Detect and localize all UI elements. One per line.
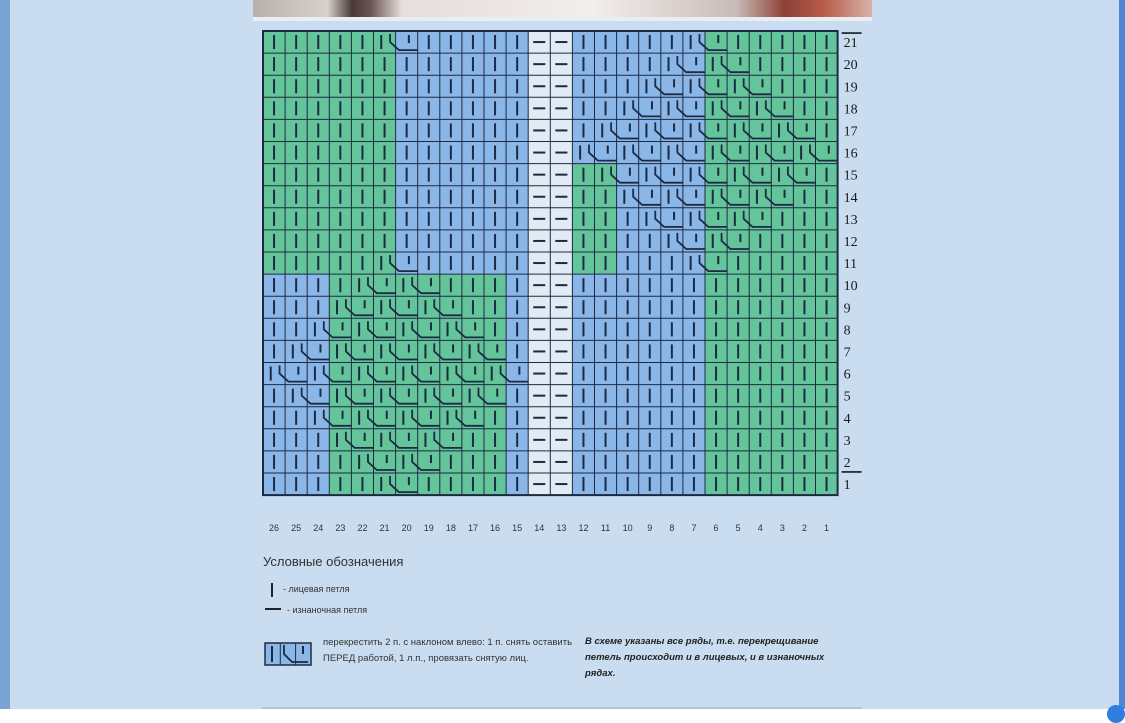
chart-cell [307,318,329,340]
chart-cell [727,208,749,230]
chart-cell [639,75,661,97]
chart-cell [440,407,462,429]
column-label: 3 [779,523,785,533]
chart-cell [595,119,617,141]
row-label: 13 [843,212,858,228]
row-label: 14 [843,190,858,206]
column-label: 20 [401,523,412,533]
legend-title: Условные обозначения [263,554,404,569]
chart-cell [683,252,705,274]
chart-cell [683,164,705,186]
chart-cell [683,75,705,97]
column-label: 7 [691,523,697,533]
chart-cell [617,97,639,119]
chart-cell [661,53,683,75]
chart-cell [595,164,617,186]
chart-cell [396,363,418,385]
column-label: 26 [269,523,280,533]
chart-cell [374,473,396,495]
chart-cell [683,31,705,53]
chart-cell [705,230,727,252]
column-label: 2 [801,523,807,533]
column-label: 17 [467,523,478,533]
column-label: 18 [445,523,456,533]
chart-cell [727,75,749,97]
chart-cell [771,119,793,141]
chart-cell [727,164,749,186]
chart-cell [462,340,484,362]
row-label: 1 [843,478,851,494]
chart-cell [351,451,373,473]
chart-cell [351,407,373,429]
row-label: 20 [843,58,858,74]
chart-cell [396,318,418,340]
chart-cell [661,186,683,208]
chart-cell [329,429,351,451]
row-label: 7 [843,345,851,361]
chart-cell [661,230,683,252]
chart-cell [418,340,440,362]
chart-cell [462,385,484,407]
column-label: 24 [313,523,324,533]
chart-cell [705,186,727,208]
chart-cell [329,340,351,362]
chart-cell [771,164,793,186]
column-label: 4 [757,523,763,533]
chart-cell [749,97,771,119]
corner-button[interactable] [1107,705,1125,723]
column-label: 6 [713,523,719,533]
chart-cell [418,385,440,407]
chart-cell [705,97,727,119]
chart-cell [572,142,594,164]
chart-cell [440,363,462,385]
column-label: 5 [735,523,741,533]
chart-cell [374,252,396,274]
row-label: 21 [843,36,858,52]
chart-cell [329,296,351,318]
column-label: 12 [578,523,589,533]
chart-cell [285,340,307,362]
column-label: 21 [379,523,390,533]
column-label: 1 [824,523,830,533]
chart-cell [418,296,440,318]
chart-cell [749,142,771,164]
chart-cell [329,385,351,407]
purl-stitch-symbol [264,604,282,614]
cable-cross-label: перекрестить 2 п. с наклоном влево: 1 п. снять оставить ПЕРЕД работой, 1 л.п., провязать снятую лиц. [323,637,573,664]
chart-cell [374,385,396,407]
row-label: 6 [843,367,851,383]
chart-cell [484,363,506,385]
row-label: 19 [843,80,858,96]
chart-cell [617,142,639,164]
column-label: 15 [512,523,523,533]
chart-cell [639,164,661,186]
chart-cell [396,451,418,473]
chart-cell [351,274,373,296]
row-label: 12 [843,234,858,250]
chart-cell [727,119,749,141]
chart-cell [749,186,771,208]
chart-cell [705,142,727,164]
row-label: 3 [843,433,851,449]
row-label: 15 [843,168,858,184]
chart-cell [374,296,396,318]
chart-cell [639,119,661,141]
chart-cell [617,186,639,208]
row-label: 16 [843,146,858,162]
column-label: 22 [357,523,368,533]
chart-cell [661,97,683,119]
chart-cell [396,274,418,296]
row-label: 17 [843,124,858,140]
row-label: 10 [843,279,858,295]
chart-cell [351,318,373,340]
row-label: 11 [843,257,858,273]
chart-cell [683,208,705,230]
purl-stitch-label: - изнаночная петля [287,605,368,615]
chart-cell [440,318,462,340]
window-right-edge [1119,0,1125,723]
row-label: 2 [843,455,851,471]
column-label: 9 [647,523,653,533]
column-label: 8 [669,523,675,533]
row-label: 4 [843,411,851,427]
chart-cell [351,363,373,385]
chart-cell [307,407,329,429]
chart-cell [793,142,815,164]
chart-cell [418,429,440,451]
chart-cell [639,208,661,230]
row-label: 5 [843,389,851,405]
column-label: 14 [534,523,545,533]
column-label: 23 [335,523,346,533]
cable-cross-symbol [264,642,312,666]
row-label: 18 [843,102,858,118]
chart-cell [374,340,396,362]
knit-stitch-symbol [268,582,276,598]
row-label: 8 [843,323,851,339]
column-label: 11 [600,523,611,533]
chart-cell [374,429,396,451]
chart-cell [705,53,727,75]
column-label: 10 [622,523,633,533]
chart-cell [683,119,705,141]
chart-cell [285,385,307,407]
window-bottom-edge [0,709,1125,723]
column-label: 13 [556,523,567,533]
chart-cell [374,31,396,53]
knit-stitch-label: - лицевая петля [283,584,350,594]
column-label: 16 [490,523,501,533]
chart-cell [263,363,285,385]
chart-cell [396,407,418,429]
row-label: 9 [843,301,851,317]
column-label: 25 [291,523,302,533]
chart-note: В схеме указаны все ряды, т.е. перекрещивание петель происходит и в лицевых, и в изнаночных рядах. [585,636,825,679]
chart-cell [661,142,683,164]
chart-cell [307,363,329,385]
column-label: 19 [423,523,434,533]
